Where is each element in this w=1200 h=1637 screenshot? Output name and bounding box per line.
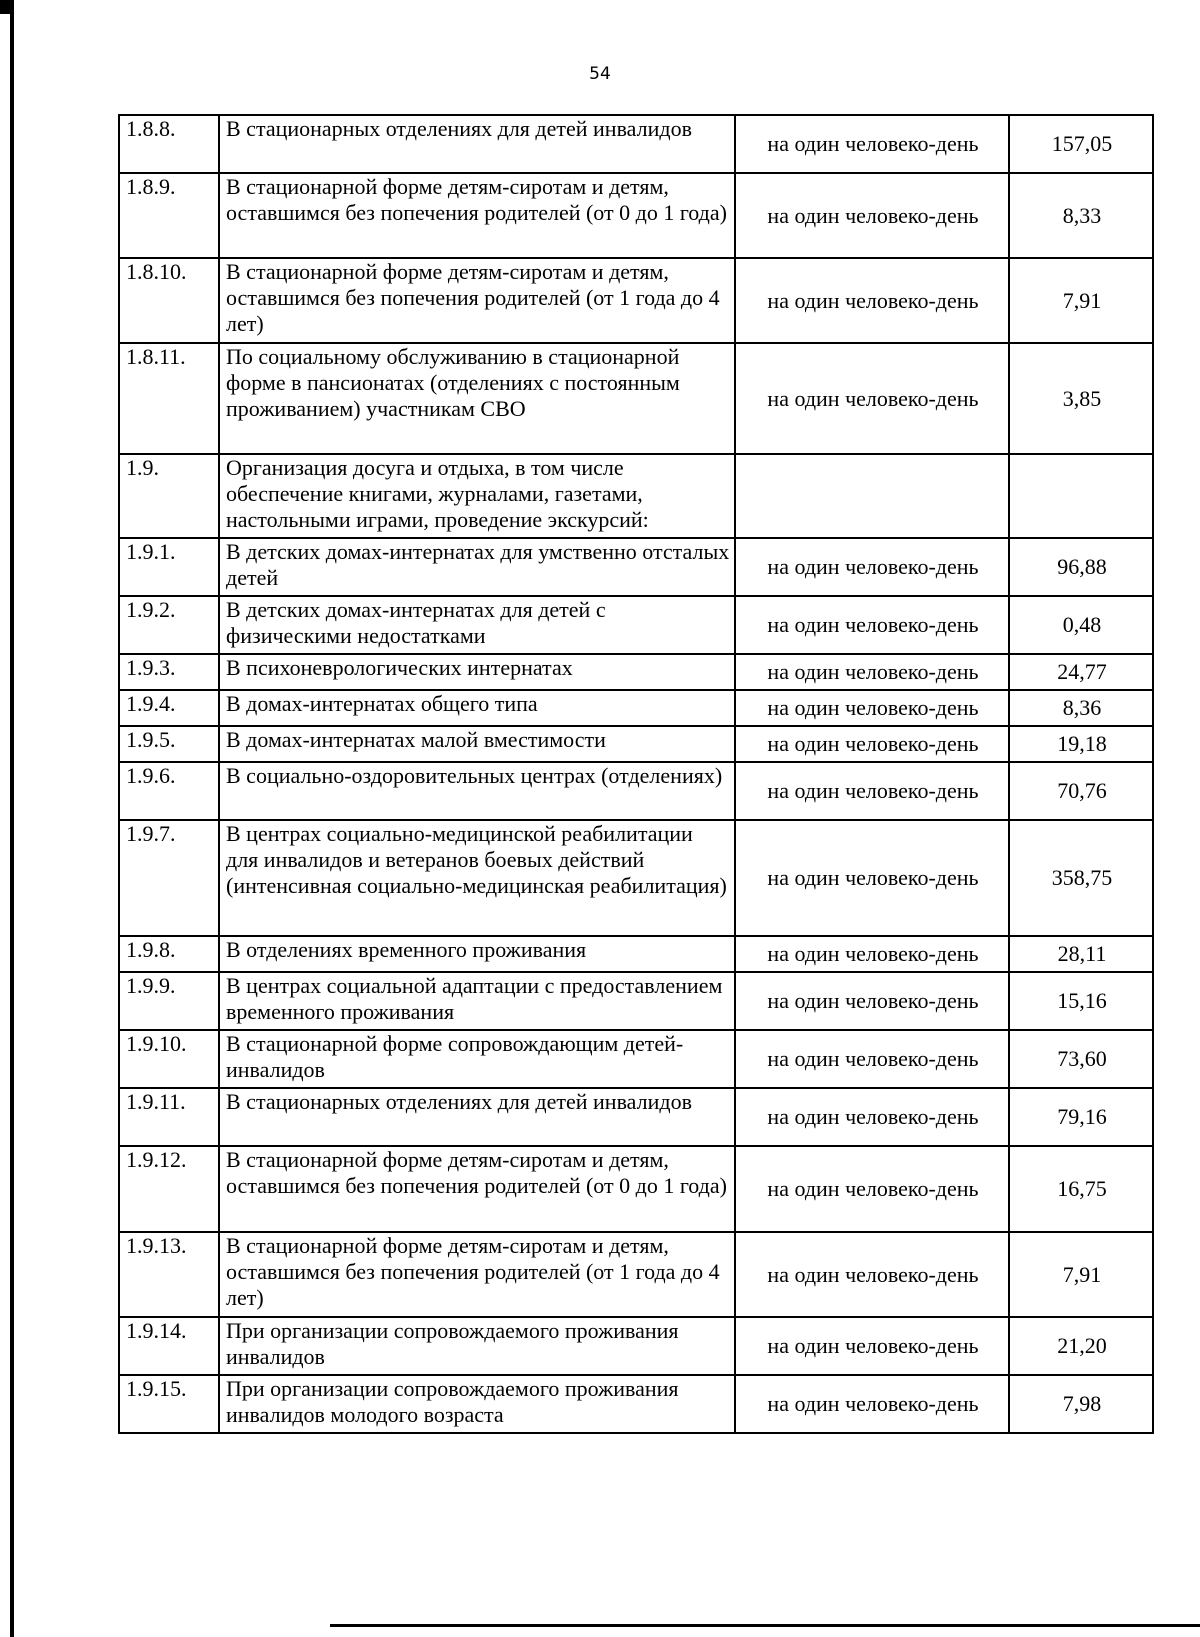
row-description: По социальному обслуживанию в стационарной форме в пансионатах (отделениях с постоянным проживанием) участникам СВО bbox=[219, 343, 735, 454]
row-description: В центрах социально-медицинской реабилитации для инвалидов и ветеранов боевых действий (интенсивная социально-медицинская реабилитация) bbox=[219, 820, 735, 936]
row-value: 28,11 bbox=[1009, 936, 1153, 972]
row-unit: на один человеко-день bbox=[735, 115, 1009, 173]
row-code: 1.9.11. bbox=[119, 1088, 219, 1146]
row-unit: на один человеко-день bbox=[735, 1317, 1009, 1375]
row-unit: на один человеко-день bbox=[735, 936, 1009, 972]
row-code: 1.9.9. bbox=[119, 972, 219, 1030]
row-value bbox=[1009, 454, 1153, 538]
row-value: 96,88 bbox=[1009, 538, 1153, 596]
table-row bbox=[119, 454, 1153, 538]
table-row bbox=[119, 173, 1153, 258]
row-description: В стационарной форме детям-сиротам и детям, оставшимся без попечения родителей (от 1 года до 4 лет) bbox=[219, 258, 735, 343]
table-row bbox=[119, 1030, 1153, 1088]
row-description: В психоневрологических интернатах bbox=[219, 654, 735, 690]
row-value: 16,75 bbox=[1009, 1146, 1153, 1232]
row-description: В центрах социальной адаптации с предоставлением временного проживания bbox=[219, 972, 735, 1030]
row-code: 1.8.8. bbox=[119, 115, 219, 173]
row-code: 1.9.5. bbox=[119, 726, 219, 762]
row-description: При организации сопровождаемого проживания инвалидов bbox=[219, 1317, 735, 1375]
row-unit: на один человеко-день bbox=[735, 1375, 1009, 1433]
row-value: 79,16 bbox=[1009, 1088, 1153, 1146]
row-unit bbox=[735, 454, 1009, 538]
row-description: В стационарной форме детям-сиротам и детям, оставшимся без попечения родителей (от 0 до 1 года) bbox=[219, 1146, 735, 1232]
tariff-table bbox=[118, 114, 1154, 1434]
row-unit: на один человеко-день bbox=[735, 173, 1009, 258]
row-unit: на один человеко-день bbox=[735, 654, 1009, 690]
table-row bbox=[119, 654, 1153, 690]
table-row bbox=[119, 1088, 1153, 1146]
row-description: В домах-интернатах общего типа bbox=[219, 690, 735, 726]
row-code: 1.8.11. bbox=[119, 343, 219, 454]
row-code: 1.9.12. bbox=[119, 1146, 219, 1232]
row-description: При организации сопровождаемого проживания инвалидов молодого возраста bbox=[219, 1375, 735, 1433]
row-description: В стационарных отделениях для детей инвалидов bbox=[219, 1088, 735, 1146]
row-code: 1.9.3. bbox=[119, 654, 219, 690]
row-value: 0,48 bbox=[1009, 596, 1153, 654]
row-description: В отделениях временного проживания bbox=[219, 936, 735, 972]
scan-bottom-edge bbox=[330, 1624, 1200, 1627]
row-value: 358,75 bbox=[1009, 820, 1153, 936]
row-unit: на один человеко-день bbox=[735, 820, 1009, 936]
scan-left-edge bbox=[10, 0, 14, 1637]
row-value: 7,91 bbox=[1009, 258, 1153, 343]
row-code: 1.8.10. bbox=[119, 258, 219, 343]
row-unit: на один человеко-день bbox=[735, 726, 1009, 762]
table-row bbox=[119, 115, 1153, 173]
row-value: 3,85 bbox=[1009, 343, 1153, 454]
row-description: В стационарной форме детям-сиротам и детям, оставшимся без попечения родителей (от 0 до 1 года) bbox=[219, 173, 735, 258]
row-code: 1.9.15. bbox=[119, 1375, 219, 1433]
table-row bbox=[119, 936, 1153, 972]
row-value: 8,36 bbox=[1009, 690, 1153, 726]
table-row bbox=[119, 258, 1153, 343]
row-unit: на один человеко-день bbox=[735, 690, 1009, 726]
row-value: 19,18 bbox=[1009, 726, 1153, 762]
row-code: 1.9.10. bbox=[119, 1030, 219, 1088]
row-description: В детских домах-интернатах для умственно отсталых детей bbox=[219, 538, 735, 596]
row-code: 1.9.7. bbox=[119, 820, 219, 936]
table-row bbox=[119, 762, 1153, 820]
row-description: Организация досуга и отдыха, в том числе обеспечение книгами, журналами, газетами, настольными играми, проведение экскурсий: bbox=[219, 454, 735, 538]
row-value: 7,91 bbox=[1009, 1232, 1153, 1317]
table-row bbox=[119, 1375, 1153, 1433]
row-unit: на один человеко-день bbox=[735, 1232, 1009, 1317]
row-description: В детских домах-интернатах для детей с физическими недостатками bbox=[219, 596, 735, 654]
row-code: 1.9.6. bbox=[119, 762, 219, 820]
row-code: 1.9.2. bbox=[119, 596, 219, 654]
row-value: 157,05 bbox=[1009, 115, 1153, 173]
row-description: В стационарных отделениях для детей инвалидов bbox=[219, 115, 735, 173]
row-unit: на один человеко-день bbox=[735, 343, 1009, 454]
page-number: 54 bbox=[589, 64, 611, 84]
tariff-table-body bbox=[119, 115, 1153, 1433]
table-row bbox=[119, 596, 1153, 654]
row-value: 15,16 bbox=[1009, 972, 1153, 1030]
row-description: В стационарной форме сопровождающим детей-инвалидов bbox=[219, 1030, 735, 1088]
table-row bbox=[119, 1317, 1153, 1375]
row-code: 1.9.13. bbox=[119, 1232, 219, 1317]
row-unit: на один человеко-день bbox=[735, 1088, 1009, 1146]
row-code: 1.9.1. bbox=[119, 538, 219, 596]
table-row bbox=[119, 343, 1153, 454]
row-description: В домах-интернатах малой вместимости bbox=[219, 726, 735, 762]
row-code: 1.9.8. bbox=[119, 936, 219, 972]
row-value: 8,33 bbox=[1009, 173, 1153, 258]
row-value: 24,77 bbox=[1009, 654, 1153, 690]
row-unit: на один человеко-день bbox=[735, 596, 1009, 654]
row-unit: на один человеко-день bbox=[735, 972, 1009, 1030]
row-description: В стационарной форме детям-сиротам и детям, оставшимся без попечения родителей (от 1 года до 4 лет) bbox=[219, 1232, 735, 1317]
row-description: В социально-оздоровительных центрах (отделениях) bbox=[219, 762, 735, 820]
row-unit: на один человеко-день bbox=[735, 762, 1009, 820]
row-value: 73,60 bbox=[1009, 1030, 1153, 1088]
row-unit: на один человеко-день bbox=[735, 1030, 1009, 1088]
row-code: 1.9.14. bbox=[119, 1317, 219, 1375]
table-row bbox=[119, 820, 1153, 936]
table-row bbox=[119, 538, 1153, 596]
row-unit: на один человеко-день bbox=[735, 538, 1009, 596]
row-unit: на один человеко-день bbox=[735, 1146, 1009, 1232]
table-row bbox=[119, 690, 1153, 726]
row-value: 70,76 bbox=[1009, 762, 1153, 820]
row-value: 21,20 bbox=[1009, 1317, 1153, 1375]
table-row bbox=[119, 1232, 1153, 1317]
row-code: 1.9. bbox=[119, 454, 219, 538]
table-row bbox=[119, 972, 1153, 1030]
row-code: 1.9.4. bbox=[119, 690, 219, 726]
row-value: 7,98 bbox=[1009, 1375, 1153, 1433]
row-code: 1.8.9. bbox=[119, 173, 219, 258]
table-row bbox=[119, 1146, 1153, 1232]
row-unit: на один человеко-день bbox=[735, 258, 1009, 343]
table-row bbox=[119, 726, 1153, 762]
